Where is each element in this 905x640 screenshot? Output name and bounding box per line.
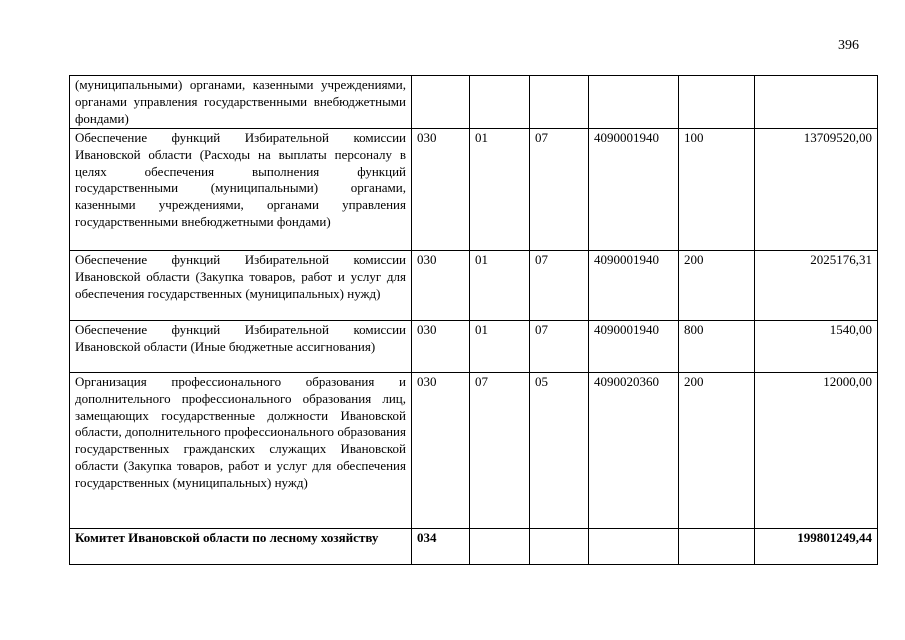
row-description: (муниципальными) органами, казенными учреждениями, органами управления государственными внебюджетными фондами) <box>70 76 412 129</box>
row-expense-type: 100 <box>679 128 755 250</box>
budget-table <box>69 75 878 565</box>
row-code: 034 <box>412 528 470 564</box>
row-description: Обеспечение функций Избирательной комиссии Ивановской области (Закупка товаров, работ и услуг для обеспечения государственных (муниципальных) нужд) <box>70 250 412 320</box>
row-subsection: 07 <box>530 128 589 250</box>
page-number: 396 <box>838 38 859 53</box>
row-article <box>589 76 679 129</box>
row-article: 4090001940 <box>589 128 679 250</box>
table-row <box>70 372 878 528</box>
row-section <box>470 528 530 564</box>
row-expense-type: 200 <box>679 372 755 528</box>
table-row <box>70 128 878 250</box>
table-row <box>70 76 878 129</box>
row-article: 4090001940 <box>589 250 679 320</box>
row-code: 030 <box>412 128 470 250</box>
row-section: 01 <box>470 250 530 320</box>
row-code: 030 <box>412 372 470 528</box>
row-sum: 2025176,31 <box>755 250 878 320</box>
row-description: Обеспечение функций Избирательной комиссии Ивановской области (Расходы на выплаты персоналу в целях обеспечения выполнения функций государственными (муниципальными) органами, казенными учреждениями, органами управления государственными внебюджетными фондами) <box>70 128 412 250</box>
row-expense-type <box>679 76 755 129</box>
row-subsection: 05 <box>530 372 589 528</box>
row-article <box>589 528 679 564</box>
row-sum: 1540,00 <box>755 320 878 372</box>
row-sum: 12000,00 <box>755 372 878 528</box>
row-code: 030 <box>412 320 470 372</box>
row-subsection: 07 <box>530 250 589 320</box>
row-sum: 199801249,44 <box>755 528 878 564</box>
row-article: 4090001940 <box>589 320 679 372</box>
row-code <box>412 76 470 129</box>
row-subsection: 07 <box>530 320 589 372</box>
row-expense-type: 200 <box>679 250 755 320</box>
row-section: 07 <box>470 372 530 528</box>
table-row-total <box>70 528 878 564</box>
row-sum: 13709520,00 <box>755 128 878 250</box>
row-description: Организация профессионального образования и дополнительного профессионального образования лиц, замещающих государственные должности Ивановской области, дополнительного профессионального образования государственных гражданских служащих Ивановской области (Закупка товаров, работ и услуг для обеспечения государственных (муниципальных) нужд) <box>70 372 412 528</box>
row-description: Комитет Ивановской области по лесному хозяйству <box>70 528 412 564</box>
row-subsection <box>530 76 589 129</box>
row-article: 4090020360 <box>589 372 679 528</box>
row-expense-type: 800 <box>679 320 755 372</box>
table-row <box>70 320 878 372</box>
row-section <box>470 76 530 129</box>
row-subsection <box>530 528 589 564</box>
table-row <box>70 250 878 320</box>
row-code: 030 <box>412 250 470 320</box>
row-section: 01 <box>470 128 530 250</box>
row-sum <box>755 76 878 129</box>
row-section: 01 <box>470 320 530 372</box>
row-description: Обеспечение функций Избирательной комиссии Ивановской области (Иные бюджетные ассигнования) <box>70 320 412 372</box>
row-expense-type <box>679 528 755 564</box>
